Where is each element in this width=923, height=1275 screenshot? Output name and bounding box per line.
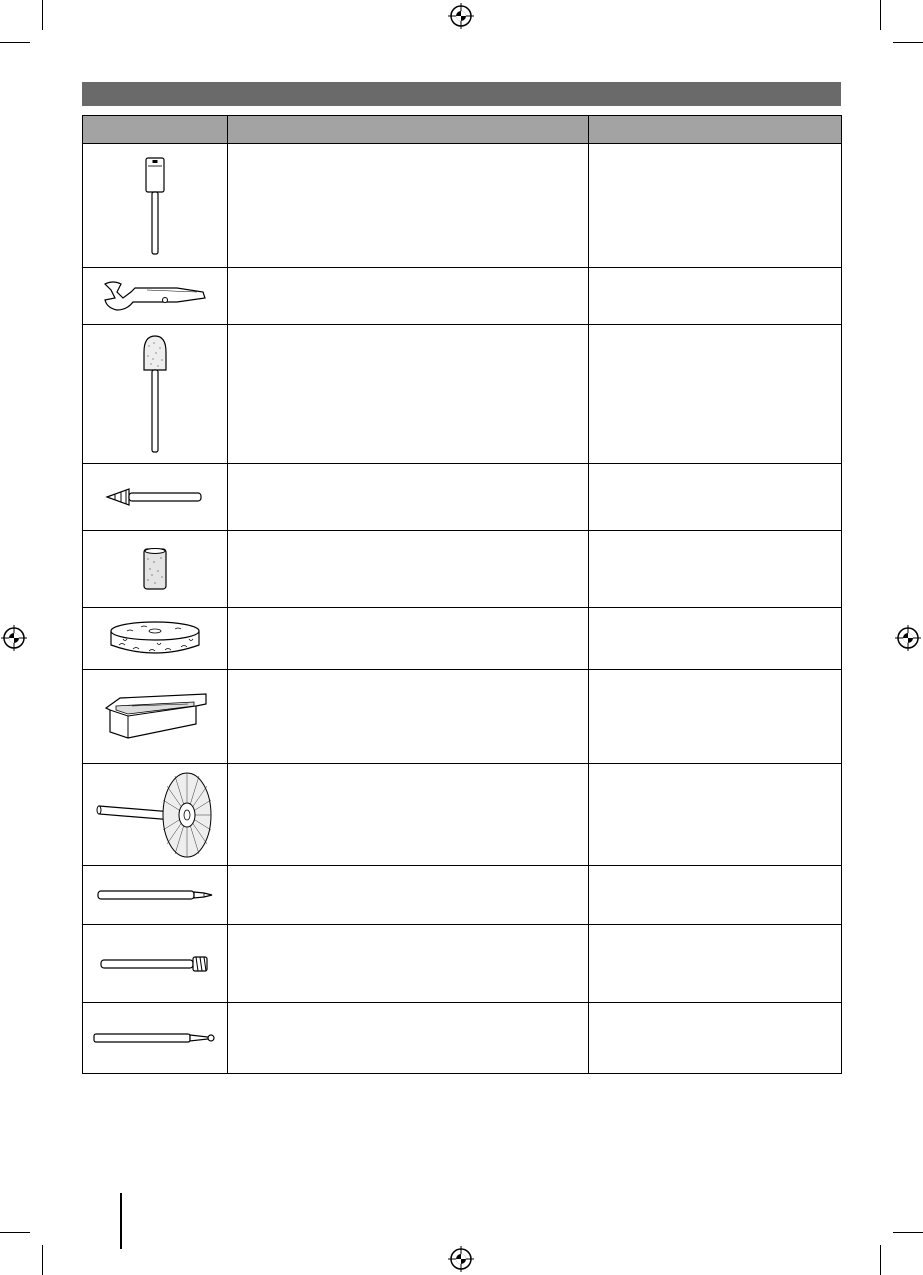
table-cell-description xyxy=(228,1003,589,1074)
registration-mark-icon xyxy=(1,625,27,651)
table-cell-description xyxy=(228,531,589,608)
storage-tray-icon xyxy=(102,692,208,742)
table-cell-image xyxy=(83,866,228,925)
engraving-tip-icon xyxy=(96,888,214,902)
table-row xyxy=(83,531,842,608)
table-cell-description xyxy=(228,670,589,764)
crop-mark xyxy=(0,1232,30,1233)
crop-mark xyxy=(880,0,881,30)
table-cell-use xyxy=(589,608,842,670)
table-row xyxy=(83,1003,842,1074)
crop-mark xyxy=(42,1245,43,1275)
column-header-use xyxy=(589,116,842,144)
table-cell-description xyxy=(228,925,589,1003)
table-cell-use xyxy=(589,764,842,866)
felt-polishing-tip-icon xyxy=(140,334,170,454)
table-row xyxy=(83,144,842,268)
table-cell-image xyxy=(83,144,228,268)
accessories-table xyxy=(82,115,842,1074)
table-row xyxy=(83,464,842,531)
table-row xyxy=(83,268,842,325)
table-cell-description xyxy=(228,144,589,268)
table-row xyxy=(83,670,842,764)
ball-tip-burr-icon xyxy=(92,1031,218,1045)
table-cell-use xyxy=(589,866,842,925)
table-cell-image xyxy=(83,1003,228,1074)
registration-mark-icon xyxy=(448,1246,474,1272)
table-cell-image xyxy=(83,670,228,764)
table-cell-image xyxy=(83,925,228,1003)
crop-mark xyxy=(880,1245,881,1275)
table-cell-description xyxy=(228,268,589,325)
sanding-drum-mandrel-icon xyxy=(140,156,170,256)
table-cell-image xyxy=(83,464,228,531)
conical-cutter-bit-icon xyxy=(105,485,205,509)
page-margin-rule xyxy=(120,1193,122,1249)
crop-mark xyxy=(893,1232,923,1233)
table-cell-image xyxy=(83,325,228,464)
table-row xyxy=(83,925,842,1003)
table-cell-use xyxy=(589,1003,842,1074)
table-cell-description xyxy=(228,325,589,464)
column-header-description xyxy=(228,116,589,144)
table-cell-use xyxy=(589,670,842,764)
wire-wheel-brush-icon xyxy=(95,770,215,860)
table-cell-description xyxy=(228,764,589,866)
table-cell-image xyxy=(83,608,228,670)
table-cell-use xyxy=(589,464,842,531)
table-cell-use xyxy=(589,268,842,325)
table-cell-use xyxy=(589,925,842,1003)
table-row xyxy=(83,325,842,464)
table-header-row xyxy=(83,116,842,144)
table-cell-image xyxy=(83,268,228,325)
table-row xyxy=(83,866,842,925)
registration-mark-icon xyxy=(448,3,474,29)
column-header-image xyxy=(83,116,228,144)
crop-mark xyxy=(893,42,923,43)
table-cell-description xyxy=(228,866,589,925)
table-cell-use xyxy=(589,325,842,464)
section-title-bar xyxy=(82,82,841,106)
table-cell-description xyxy=(228,608,589,670)
crop-mark xyxy=(0,42,30,43)
registration-mark-icon xyxy=(895,625,921,651)
table-cell-use xyxy=(589,144,842,268)
felt-polishing-wheel-icon xyxy=(107,619,203,659)
sanding-sleeve-icon xyxy=(140,547,170,591)
table-cell-use xyxy=(589,531,842,608)
cutter-burr-icon xyxy=(99,955,211,973)
spanner-wrench-icon xyxy=(103,278,207,314)
table-cell-image xyxy=(83,764,228,866)
table-cell-image xyxy=(83,531,228,608)
crop-mark xyxy=(42,0,43,30)
table-row xyxy=(83,608,842,670)
table-row xyxy=(83,764,842,866)
table-cell-description xyxy=(228,464,589,531)
